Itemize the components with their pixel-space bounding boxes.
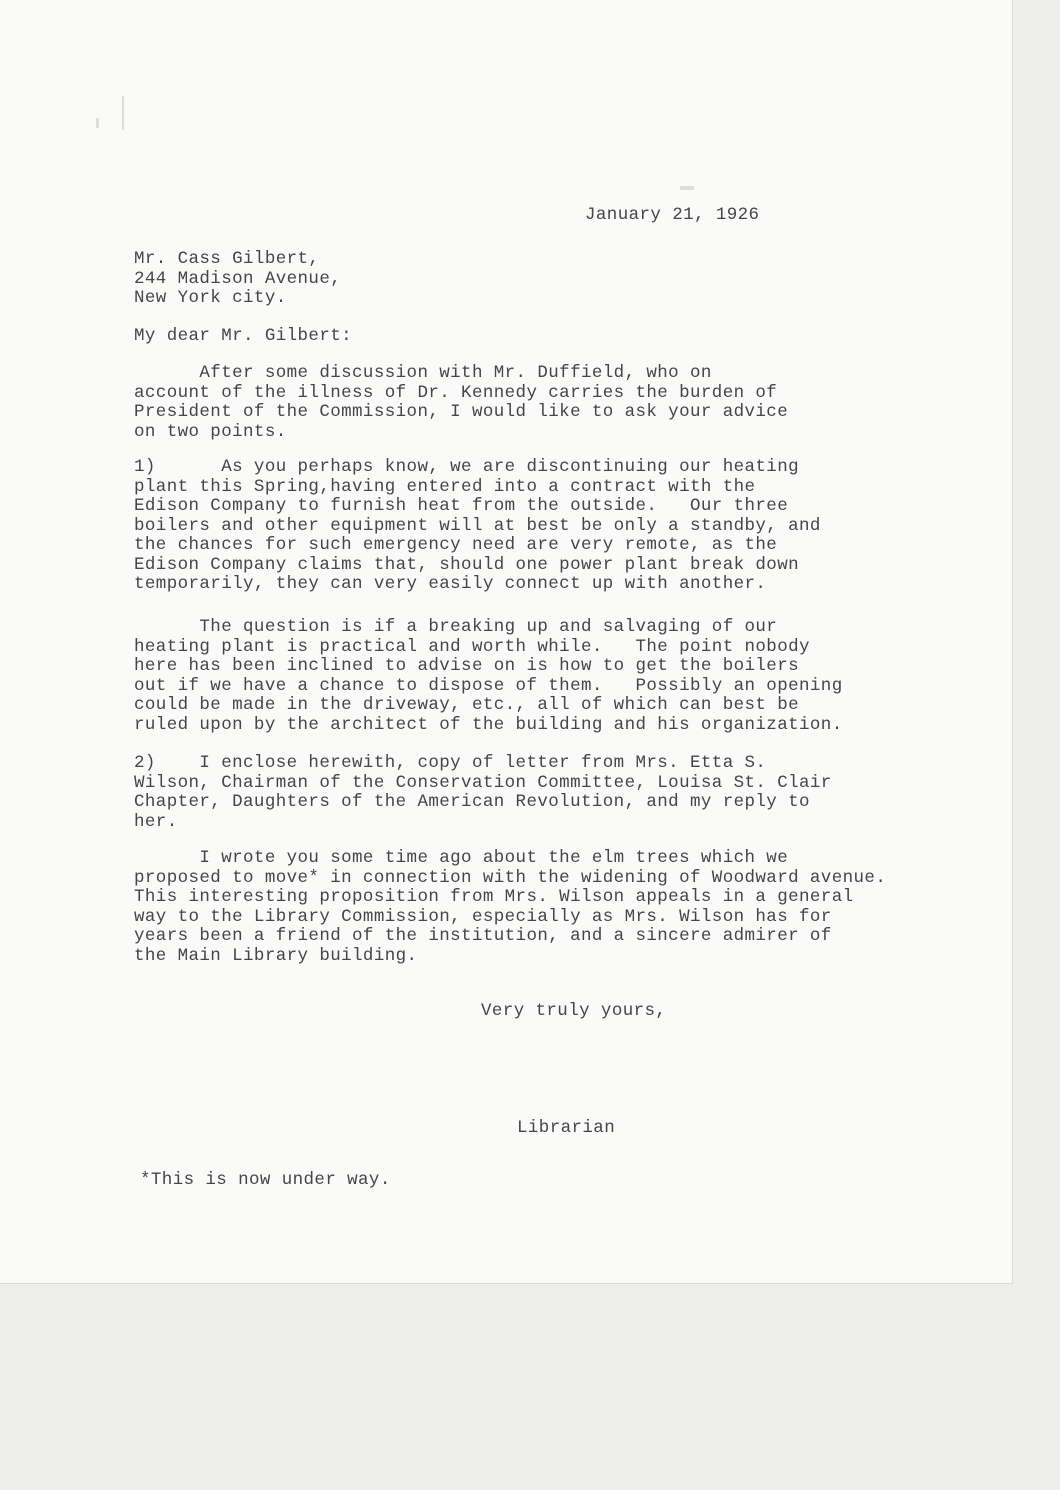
text-line: Chapter, Daughters of the American Revolution, and my reply to — [134, 792, 810, 812]
paragraph-question — [134, 618, 934, 735]
address-line: Mr. Cass Gilbert, — [134, 249, 320, 269]
text-line: Edison Company to furnish heat from the outside. Our three — [134, 496, 789, 516]
text-line: years been a friend of the institution, and a sincere admirer of — [134, 926, 832, 946]
text-line: boilers and other equipment will at best be only a standby, and — [134, 515, 821, 536]
text-line: on two points. — [134, 421, 287, 442]
text-line: I wrote you some time ago about the elm trees which we — [134, 848, 789, 868]
text-line: The question is if a breaking up and salvaging of our — [134, 617, 778, 637]
text-line: the Main Library building. — [134, 945, 418, 966]
recipient-address — [134, 250, 341, 309]
text-line: could be made in the driveway, etc., all of which can best be — [134, 695, 800, 715]
text-line: ruled upon by the architect of the building and his organization. — [134, 714, 843, 735]
paragraph-point-one — [134, 458, 934, 595]
text-line: After some discussion with Mr. Duffield, who on — [134, 363, 712, 383]
text-line: temporarily, they can very easily connect up with another. — [134, 574, 767, 594]
text-line: President of the Commission, I would like to ask your advice — [134, 402, 789, 422]
text-line: the chances for such emergency need are very remote, as the — [134, 535, 778, 555]
letter-date: January 21, 1926 — [585, 205, 760, 225]
text-line: Edison Company claims that, should one power plant break down — [134, 554, 800, 575]
complimentary-close: Very truly yours, — [481, 1001, 667, 1021]
text-line: heating plant is practical and worth while. The point nobody — [134, 636, 810, 657]
text-line: way to the Library Commission, especially as Mrs. Wilson has for — [134, 906, 832, 927]
salutation: My dear Mr. Gilbert: — [134, 326, 353, 346]
text-line: proposed to move* in connection with the widening of Woodward avenue. — [134, 867, 887, 888]
text-line: account of the illness of Dr. Kennedy carries the burden of — [134, 382, 778, 403]
footnote: *This is now under way. — [140, 1170, 391, 1190]
text-line: Wilson, Chairman of the Conservation Committee, Louisa St. Clair — [134, 772, 832, 793]
text-line: out if we have a chance to dispose of them. Possibly an opening — [134, 675, 843, 696]
paragraph-elm-trees — [134, 849, 934, 966]
address-line: New York city. — [134, 288, 287, 308]
text-line: This interesting proposition from Mrs. Wilson appeals in a general — [134, 887, 854, 907]
paragraph-point-two — [134, 754, 934, 832]
text-line: here has been inclined to advise on is how to get the boilers — [134, 656, 800, 676]
text-line: 1) As you perhaps know, we are discontinuing our heating — [134, 457, 800, 477]
text-line: 2) I enclose herewith, copy of letter from Mrs. Etta S. — [134, 753, 767, 773]
signer-title: Librarian — [517, 1118, 616, 1138]
text-line: plant this Spring,having entered into a contract with the — [134, 476, 756, 497]
text-line: her. — [134, 811, 178, 832]
address-line: 244 Madison Avenue, — [134, 268, 342, 289]
paragraph-intro — [134, 364, 934, 442]
